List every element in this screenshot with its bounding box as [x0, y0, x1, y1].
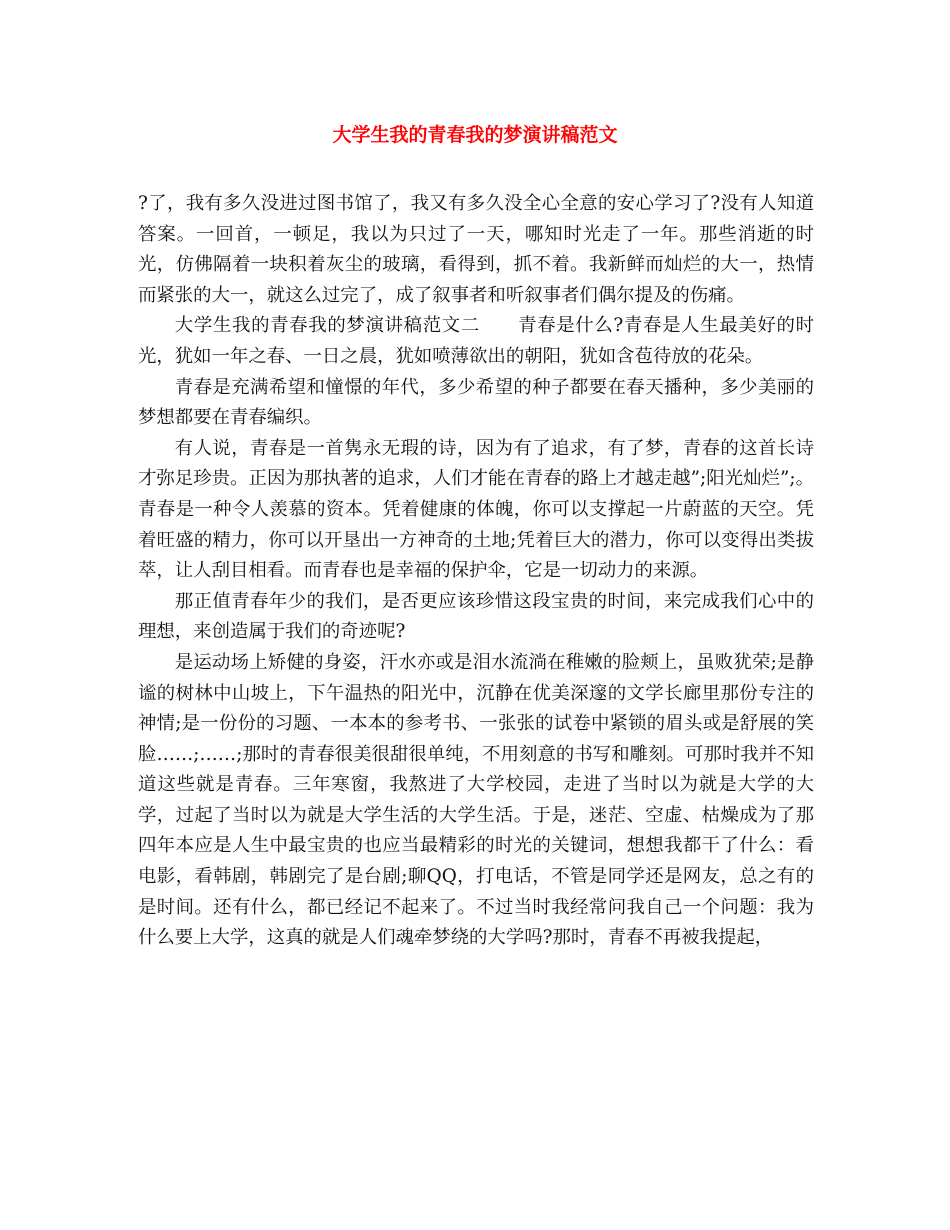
- paragraph-2: 大学生我的青春我的梦演讲稿范文二 青春是什么?青春是人生最美好的时光，犹如一年之春、一日之晨，犹如喷薄欲出的朝阳，犹如含苞待放的花朵。: [138, 315, 814, 367]
- paragraph-4: 有人说，青春是一首隽永无瑕的诗，因为有了追求，有了梦，青春的这首长诗才弥足珍贵。正因为那执著的追求，人们才能在青春的路上才越走越”;阳光灿烂”;。青春是一种令人羡慕的资本。凭着健康的体魄，你可以支撑起一片蔚蓝的天空。凭着旺盛的精力，你可以开垦出一方神奇的土地;凭着巨大的潜力，你可以变得出类拔萃，让人刮目相看。而青春也是幸福的保护伞，它是一切动力的来源。: [138, 437, 814, 582]
- paragraph-6: 是运动场上矫健的身姿，汗水亦或是泪水流淌在稚嫩的脸颊上，虽败犹荣;是静谧的树林中山坡上，下午温热的阳光中，沉静在优美深邃的文学长廊里那份专注的神情;是一份份的习题、一本本的参考书、一张张的试卷中紧锁的眉头或是舒展的笑脸……;……;那时的青春很美很甜很单纯，不用刻意的书写和雕刻。可那时我并不知道这些就是青春。三年寒窗，我熬进了大学校园，走进了当时以为就是大学的大学，过起了当时以为就是大学生活的大学生活。于是，迷茫、空虚、枯燥成为了那四年本应是人生中最宝贵的也应当最精彩的时光的关键词，想想我都干了什么：看电影，看韩剧，韩剧完了是台剧;聊QQ，打电话，不管是同学还是网友，总之有的是时间。还有什么，都已经记不起来了。不过当时我经常问我自己一个问题：我为什么要上大学，这真的就是人们魂牵梦绕的大学吗?那时，青春不再被我提起，: [138, 651, 814, 949]
- paragraph-3: 青春是充满希望和憧憬的年代，多少希望的种子都要在春天播种，多少美丽的梦想都要在青春编织。: [138, 376, 814, 429]
- paragraph-1: ?了，我有多久没进过图书馆了，我又有多久没全心全意的安心学习了?没有人知道答案。一回首，一顿足，我以为只过了一天，哪知时光走了一年。那些消逝的时光，仿佛隔着一块积着灰尘的玻璃，看得到，抓不着。我新鲜而灿烂的大一，热情而紧张的大一，就这么过完了，成了叙事者和听叙事者们偶尔提及的伤痛。: [138, 193, 814, 306]
- document-body: [138, 189, 814, 954]
- paragraph-5: 那正值青春年少的我们，是否更应该珍惜这段宝贵的时间，来完成我们心中的理想，来创造属于我们的奇迹呢?: [138, 590, 814, 643]
- document-title: 大学生我的青春我的梦演讲稿范文: [332, 124, 618, 146]
